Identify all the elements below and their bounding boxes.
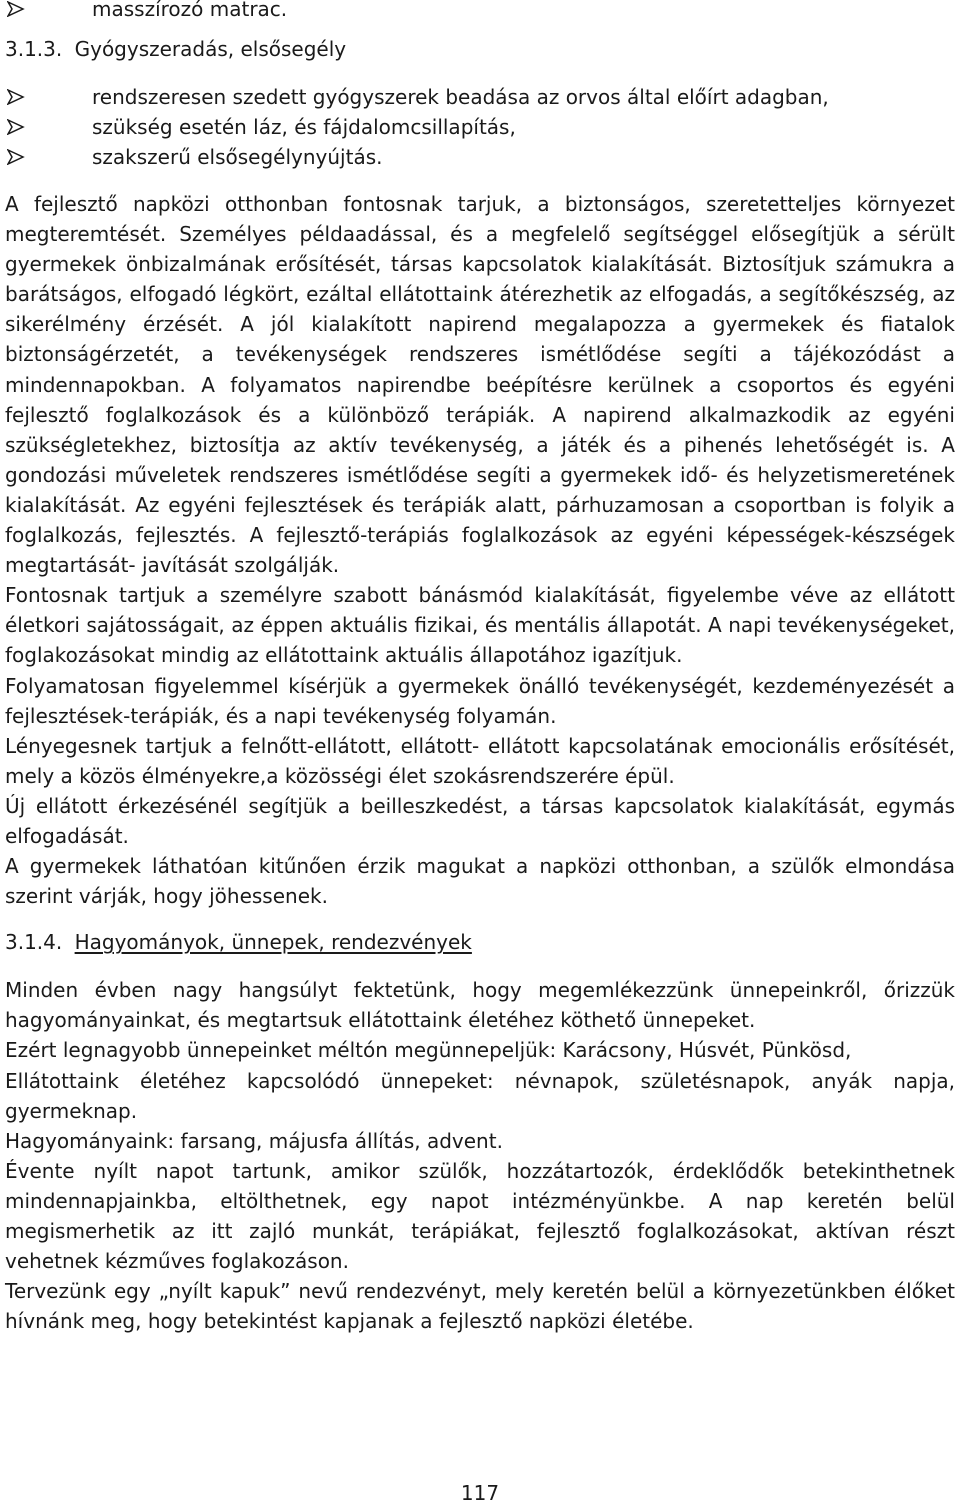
section-title: Gyógyszeradás, elsősegély [74, 37, 347, 61]
paragraph: A gyermekek láthatóan kitűnően érzik magukat a napközi otthonban, a szülők elmondása szerint várják, hogy jöhessenek. [5, 854, 955, 909]
paragraph: Ellátottaink életéhez kapcsolódó ünnepeket: névnapok, születésnapok, anyák napja, gyermeknap. [5, 1068, 955, 1123]
paragraph: Ezért legnagyobb ünnepeinket méltón megünnepeljük: Karácsony, Húsvét, Pünkösd, [5, 1038, 852, 1063]
section-number: 3.1.4. [5, 930, 63, 955]
paragraph: Új ellátott érkezésénél segítjük a beilleszkedést, a társas kapcsolatok kialakítását, egymás elfogadását. [5, 793, 955, 848]
section-heading-314 [5, 927, 955, 957]
list-item [5, 112, 955, 142]
section-title: Hagyományok, ünnepek, rendezvények [74, 930, 472, 955]
section-number: 3.1.3. [5, 37, 63, 61]
list-item [5, 142, 955, 172]
paragraph: Folyamatosan figyelemmel kísérjük a gyermekek önálló tevékenységét, kezdeményezését a fejlesztések-terápiák, és a napi tevékenység folyamán. [5, 673, 955, 728]
arrow-bullet-icon [7, 149, 25, 165]
paragraph: Tervezünk egy „nyílt kapuk” nevű rendezvényt, mely keretén belül a környezetünkben élőket hívnánk meg, hogy betekintést kapjanak a fejlesztő napközi életébe. [5, 1279, 955, 1334]
arrow-bullet-icon [7, 119, 25, 135]
paragraph: A fejlesztő napközi otthonban fontosnak tarjuk, a biztonságos, szeretetteljes környezet megteremtését. Személyes példaadással, és a megfelelő segítséggel elősegítjük a sérült gyermekek önbizalmának erősítését, társas kapcsolatok kialakítását. Biztosítjuk számukra a barátságos, elfogadó légkört, ezáltal ellátottaink átérezhetik az elfogadás, a segítőkészség, az sikerélmény érzését. A jól kialakított napirend megalapozza a gyermekek és fiatalok biztonságérzetét, a tevékenységek rendszeres ismétlődése segíti a tájékozódást a mindennapokban. A folyamatos napirendbe beépítésre kerülnek a csoportos és egyéni fejlesztő foglalkozások és a különböző terápiák. A napirend alkalmazkodik az egyéni szükségletekhez, biztosítja az aktív tevékenység, a játék és a pihenés lehetőségét is. A gondozási műveletek rendszeres ismétlődése segíti a gyermekek idő- és helyzetismeretének kialakítását. Az egyéni fejlesztések és terápiák alatt, párhuzamosan a csoportban is folyik a foglalkozás, fejlesztés. A fejlesztő-terápiás foglalkozások az egyéni képességek-készségek megtartását- javítását szolgálják. [5, 192, 955, 578]
top-bullet-list [5, 0, 955, 24]
bullet-text: szakszerű elsősegélynyújtás. [92, 145, 383, 169]
list-item [5, 0, 955, 24]
arrow-bullet-icon [7, 1, 25, 17]
list-item [5, 82, 955, 112]
paragraph: Évente nyílt napot tartunk, amikor szülők, hozzátartozók, érdeklődők betekinthetnek mindennapjainkba, eltölthetnek, egy napot intézményünkbe. A nap keretén belül megismerhetik az itt zajló munkát, terápiákat, fejlesztő foglalkozásokat, aktívan részt vehetnek kézműves foglakozáson. [5, 1158, 955, 1274]
page-number: 117 [460, 1481, 500, 1505]
bullet-text: rendszeresen szedett gyógyszerek beadása az orvos által előírt adagban, [92, 85, 829, 109]
paragraph: Fontosnak tartjuk a személyre szabott bánásmód kialakítását, figyelembe véve az ellátott életkori sajátosságait, az éppen aktuális fizikai, és mentális állapotát. A napi tevékenységeket, foglakozásokat mindig az ellátottaink aktuális állapotához igazítjuk. [5, 583, 955, 668]
bullet-text: szükség esetén láz, és fájdalomcsillapítás, [92, 115, 516, 139]
paragraph: Minden évben nagy hangsúlyt fektetünk, hogy megemlékezzünk ünnepeinkről, őrizzük hagyományainkat, és megtartsuk ellátottaink életéhez köthető ünnepeket. [5, 978, 955, 1033]
paragraph: Hagyományaink: farsang, májusfa állítás, advent. [5, 1128, 503, 1153]
paragraph: Lényegesnek tartjuk a felnőtt-ellátott, ellátott- ellátott kapcsolatának emocionális erősítését, mely a közös élményekre,a közösségi élet szokásrendszerére épül. [5, 733, 955, 788]
medication-bullet-list [5, 82, 955, 172]
section-heading-313 [5, 34, 955, 64]
bullet-text: masszírozó matrac. [92, 0, 288, 21]
arrow-bullet-icon [7, 89, 25, 105]
